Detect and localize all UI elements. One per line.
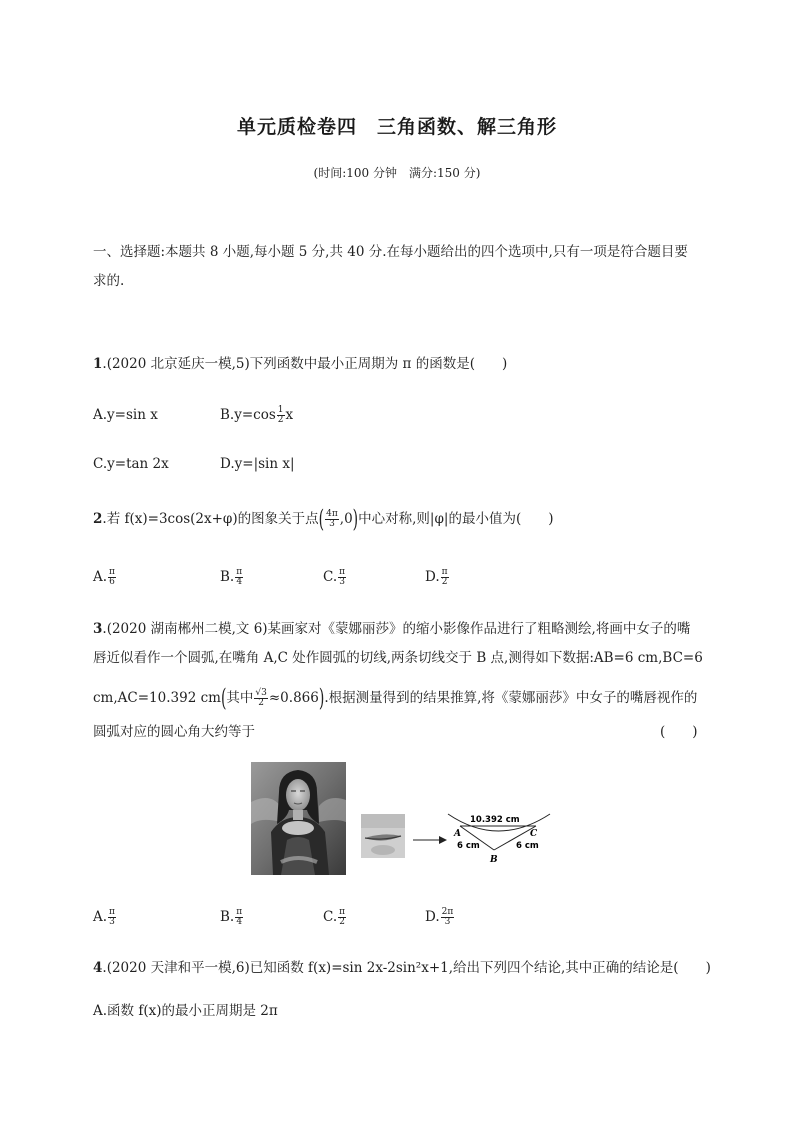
mona-lisa-drawing [251, 762, 346, 875]
question-number: 3 [93, 621, 103, 637]
question-3-line2: 唇近似看作一个圆弧,在嘴角 A,C 处作圆弧的切线,两条切线交于 B 点,测得如下数据:AB=6 cm,BC=6 [93, 650, 703, 666]
option-label: C. [323, 569, 338, 585]
answer-bracket: ( ) [660, 724, 698, 740]
numerator: √3 [255, 688, 267, 698]
q3-option-a[interactable] [93, 907, 117, 927]
option-text: B.y=cos [220, 407, 276, 423]
fraction [235, 908, 243, 927]
label-ac: 10.392 cm [470, 815, 520, 825]
option-label: A. [93, 569, 108, 585]
denominator: 4 [236, 917, 243, 927]
q2-option-d[interactable] [425, 567, 450, 587]
fraction [325, 510, 339, 529]
q1-option-b[interactable] [220, 405, 293, 425]
numerator: π [339, 567, 346, 577]
question-text: .(2020 湖南郴州二模,文 6)某画家对《蒙娜丽莎》的缩小影像作品进行了粗略测绘,将画中女子的嘴 [102, 621, 691, 637]
question-3-line3 [93, 684, 698, 713]
exam-info: (时间:100 分钟 满分:150 分) [313, 166, 481, 180]
question-2-stem [93, 505, 554, 534]
numerator: 2π [441, 907, 454, 917]
q2-option-b[interactable] [220, 567, 244, 587]
paren-text: 其中 [226, 690, 254, 706]
q2-option-a[interactable] [93, 567, 117, 587]
question-text: cm,AC=10.392 cm [93, 690, 221, 706]
fraction [338, 908, 346, 927]
fraction [441, 908, 455, 927]
question-text: .(2020 天津和平一模,6)已知函数 f(x)=sin 2x-2sin²x+1,给出下列四个结论,其中正确的结论是( ) [102, 960, 711, 976]
question-4-stem [93, 958, 711, 978]
mouth-closeup-image [361, 814, 405, 858]
question-3-line1 [93, 619, 690, 639]
fraction [108, 908, 116, 927]
numerator: π [236, 907, 243, 917]
label-c: C [530, 829, 538, 839]
option-label: D. [425, 909, 440, 925]
option-label: D. [425, 569, 440, 585]
denominator: 3 [109, 917, 115, 927]
label-ab: 6 cm [457, 841, 480, 851]
q1-option-a[interactable]: A.y=sin x [93, 407, 158, 423]
section-heading-line2: 求的. [93, 273, 125, 289]
denominator: 6 [109, 577, 115, 587]
right-paren: ) [352, 505, 359, 534]
q1-option-d[interactable]: D.y=|sin x| [220, 456, 295, 472]
q4-option-a[interactable]: A.函数 f(x)的最小正周期是 2π [93, 1003, 278, 1019]
paren-value: ≈0.866 [268, 690, 319, 706]
q3-option-c[interactable] [323, 907, 347, 927]
option-label: B. [220, 909, 235, 925]
numerator: 1 [277, 405, 284, 415]
numerator: π [109, 567, 115, 577]
denominator: 2 [441, 577, 448, 587]
fraction [338, 568, 346, 587]
question-number: 4 [93, 960, 103, 976]
label-bc: 6 cm [516, 841, 539, 851]
denominator: 2 [258, 698, 264, 708]
point-tail: ,0 [339, 511, 353, 527]
question-number: 1 [93, 356, 103, 372]
page-title: 单元质检卷四 三角函数、解三角形 [236, 116, 557, 138]
question-text-tail: .根据测量得到的结果推算,将《蒙娜丽莎》中女子的嘴唇视作的 [324, 690, 698, 706]
fraction [254, 689, 267, 708]
numerator: π [441, 567, 448, 577]
q2-option-c[interactable] [323, 567, 347, 587]
numerator: π [109, 907, 115, 917]
question-text-tail: 中心对称,则|φ|的最小值为( ) [358, 511, 554, 527]
question-3-line4: 圆弧对应的圆心角大约等于 [93, 724, 255, 740]
denominator: 2 [277, 415, 284, 425]
fraction [277, 406, 285, 425]
question-number: 2 [93, 511, 103, 527]
denominator: 4 [236, 577, 243, 587]
label-b: B [490, 855, 498, 865]
fraction [108, 568, 116, 587]
fraction [441, 568, 449, 587]
left-paren: ( [220, 684, 227, 713]
numerator: π [236, 567, 243, 577]
denominator: 3 [444, 917, 451, 927]
q3-option-d[interactable] [425, 907, 455, 927]
option-label: C. [323, 909, 338, 925]
tangent-diagram [446, 806, 556, 870]
section-heading-line1: 一、选择题:本题共 8 小题,每小题 5 分,共 40 分.在每小题给出的四个选项中,只有一项是符合题目要 [93, 244, 688, 260]
numerator: π [339, 907, 346, 917]
left-paren: ( [318, 505, 325, 534]
question-text: .若 f(x)=3cos(2x+φ)的图象关于点 [102, 511, 319, 527]
arrow-right-icon [412, 834, 448, 846]
option-label: A. [93, 909, 108, 925]
option-text-tail: x [285, 407, 294, 423]
denominator: 3 [339, 577, 345, 587]
option-label: B. [220, 569, 235, 585]
right-paren: ) [318, 684, 325, 713]
fraction [235, 568, 243, 587]
denominator: 2 [339, 917, 345, 927]
mouth-drawing [361, 814, 405, 858]
denominator: 3 [329, 519, 335, 529]
question-1-stem [93, 354, 507, 374]
numerator: 4π [326, 509, 338, 519]
label-a: A [454, 829, 461, 839]
q3-option-b[interactable] [220, 907, 244, 927]
mona-lisa-image [251, 762, 346, 875]
question-text: .(2020 北京延庆一模,5)下列函数中最小正周期为 π 的函数是( ) [102, 356, 508, 372]
q1-option-c[interactable]: C.y=tan 2x [93, 456, 169, 472]
